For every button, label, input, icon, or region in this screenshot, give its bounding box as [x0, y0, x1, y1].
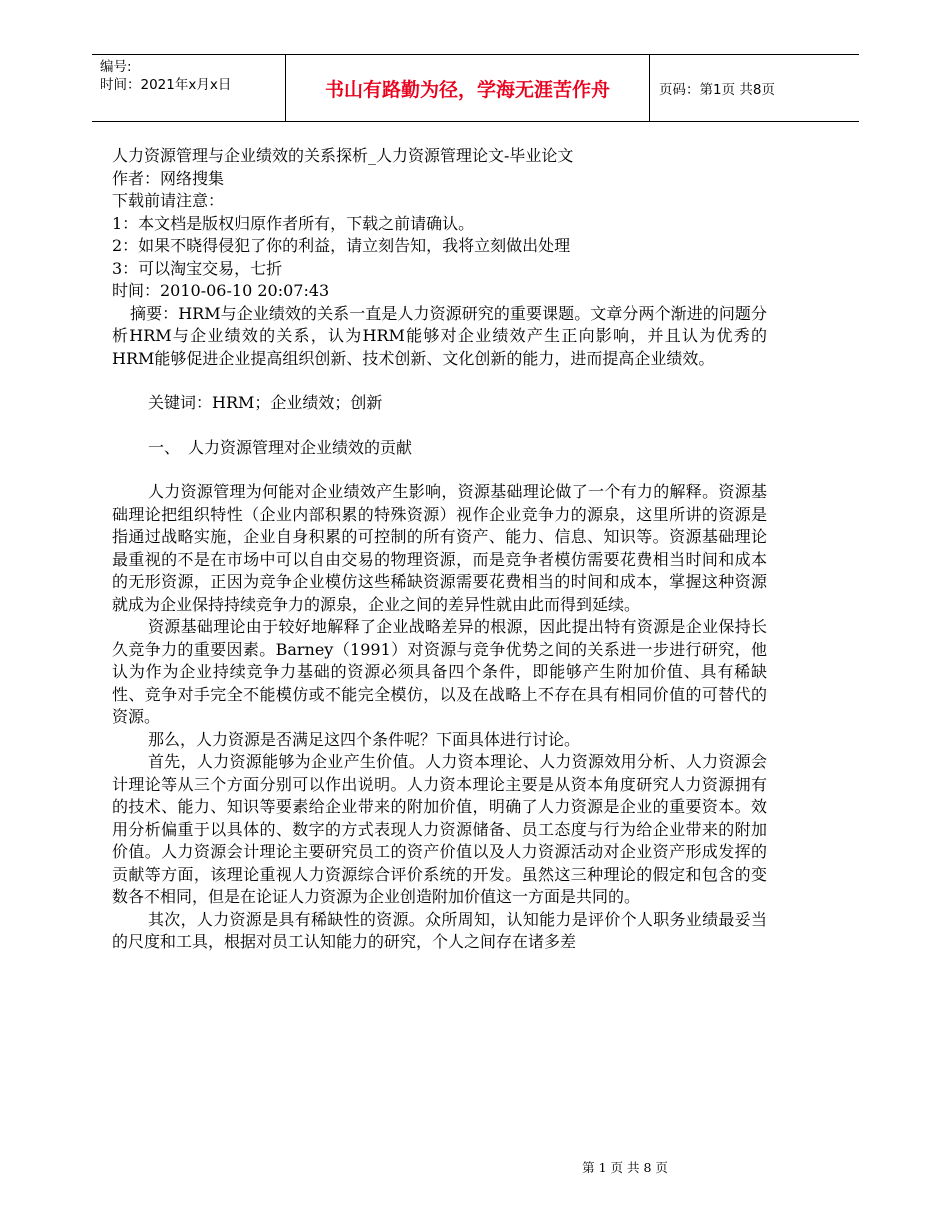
- document-body: [112, 145, 767, 954]
- keywords: 关键词：HRM；企业绩效；创新: [148, 393, 383, 412]
- page-footer: 第 1 页 共 8 页: [582, 1160, 668, 1175]
- page-header: [92, 54, 859, 122]
- paragraph-3: 那么，人力资源是否满足这四个条件呢？下面具体进行讨论。: [148, 729, 581, 749]
- header-slogan: 书山有路勤为径，学海无涯苦作舟: [285, 55, 650, 121]
- doc-number-label: 编号:: [100, 59, 132, 75]
- paragraph-4: 首先，人力资源能够为企业产生价值。人力资本理论、人力资源效用分析、人力资源会计理论等从三个方面分别可以作出说明。人力资本理论主要是从资本角度研究人力资源拥有的技术、能力、知识等要素给企业带来的附加价值，明确了人力资源是企业的重要资本。效用分析偏重于以具体的、数字的方式表现人力资源储备、员工态度与行为给企业带来的附加价值。人力资源会计理论主要研究员工的资产价值以及人力资源活动对企业资产形成发挥的贡献等方面，该理论重视人力资源综合评价系统的开发。虽然这三种理论的假定和包含的变数各不相同，但是在论证人力资源为企业创造附加价值这一方面是共同的。: [112, 752, 767, 906]
- paragraph-1: 人力资源管理为何能对企业绩效产生影响，资源基础理论做了一个有力的解释。资源基础理论把组织特性（企业内部积累的特殊资源）视作企业竞争力的源泉，这里所讲的资源是指通过战略实施，企业自身积累的可控制的所有资产、能力、信息、知识等。资源基础理论最重视的不是在市场中可以自由交易的物理资源，而是竞争者模仿需要花费相当时间和成本的无形资源，正因为竞争企业模仿这些稀缺资源需要花费相当的时间和成本，掌握这种资源就成为企业保持持续竞争力的源泉，企业之间的差异性就由此而得到延续。: [112, 482, 767, 614]
- paragraph-2: 资源基础理论由于较好地解释了企业战略差异的根源，因此提出特有资源是企业保持长久竞争力的重要因素。Barney（1991）对资源与竞争优势之间的关系进一步进行研究，他认为作为企业持续竞争力基础的资源必须具备四个条件，即能够产生附加价值、具有稀缺性、竞争对手完全不能模仿或不能完全模仿，以及在战略上不存在具有相同价值的可替代的资源。: [112, 617, 767, 726]
- notice-title: 下载前请注意：: [112, 191, 225, 210]
- header-meta: [92, 55, 285, 121]
- section-heading-1: 一、 人力资源管理对企业绩效的贡献: [148, 437, 413, 457]
- doc-author: 作者：网络搜集: [112, 168, 225, 188]
- abstract: 摘要：HRM与企业绩效的关系一直是人力资源研究的重要课题。文章分两个渐进的问题分析HRM与企业绩效的关系，认为HRM能够对企业绩效产生正向影响，并且认为优秀的HRM能够促进企业提高组织创新、技术创新、文化创新的能力，进而提高企业绩效。: [112, 303, 767, 368]
- notice-item-1: 1：本文档是版权归原作者所有，下载之前请确认。: [112, 213, 475, 233]
- notice-item-3: 3：可以淘宝交易，七折: [112, 258, 283, 278]
- doc-time: 时间：2010-06-10 20:07:43: [112, 281, 330, 300]
- doc-title: 人力资源管理与企业绩效的关系探析_人力资源管理论文-毕业论文: [112, 146, 574, 165]
- paragraph-5: 其次，人力资源是具有稀缺性的资源。众所周知，认知能力是评价个人职务业绩最妥当的尺度和工具，根据对员工认知能力的研究，个人之间存在诸多差: [112, 909, 767, 951]
- doc-time-label: 时间：2021年x月x日: [100, 77, 232, 93]
- header-page-info: 页码：第1页 共8页: [659, 82, 775, 98]
- notice-item-2: 2：如果不晓得侵犯了你的利益，请立刻告知，我将立刻做出处理: [112, 236, 571, 255]
